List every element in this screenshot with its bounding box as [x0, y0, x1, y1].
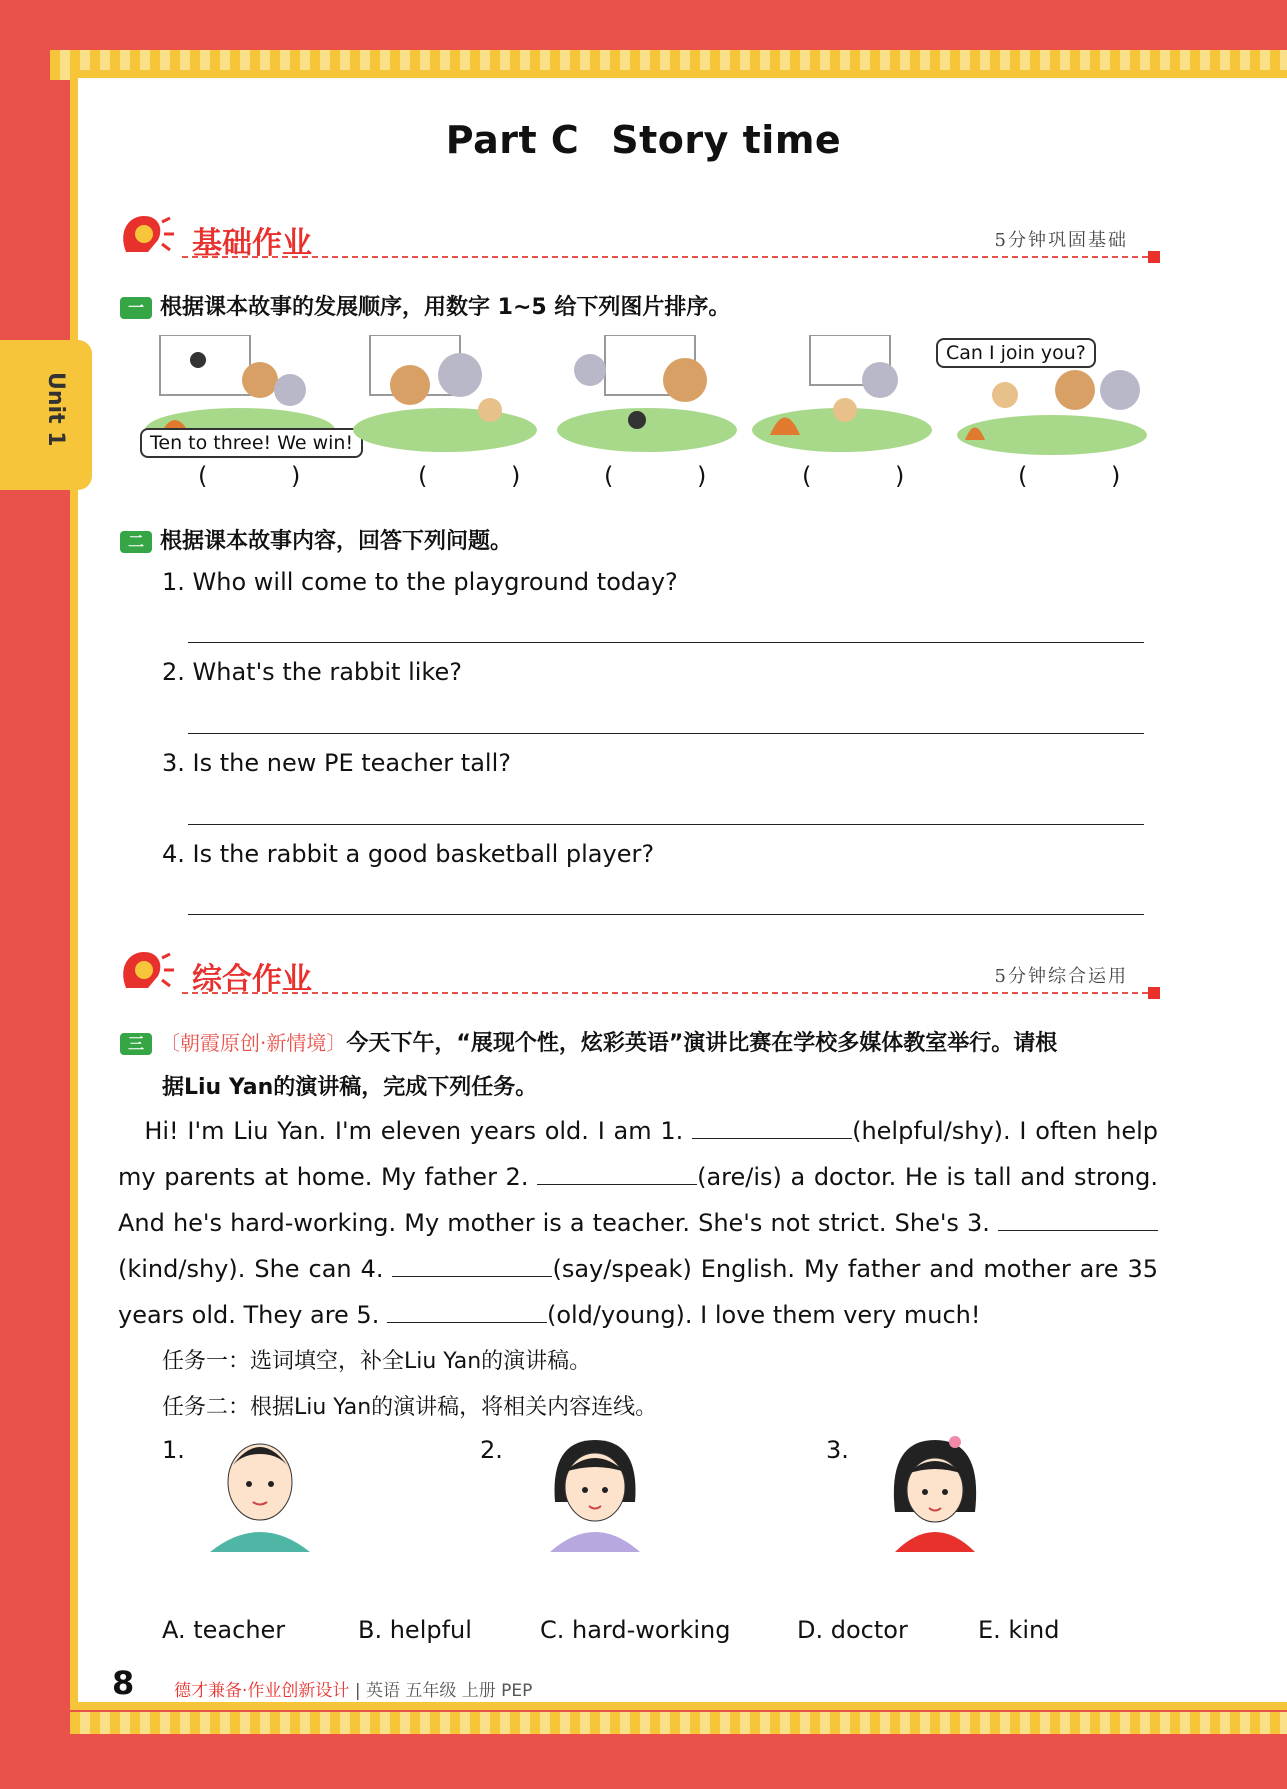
order-blank[interactable]: ( ) — [604, 462, 745, 490]
question-origin-tag: 〔朝霞原创·新情境〕 — [160, 1031, 347, 1055]
portrait-woman — [540, 1432, 650, 1552]
dashed-divider — [182, 256, 1158, 258]
question-instruction: 今天下午，“展现个性，炫彩英语”演讲比赛在学校多媒体教室举行。请根 — [346, 1031, 1058, 1056]
page-number: 8 — [112, 1664, 135, 1702]
speech-bubble: Ten to three! We win! — [140, 428, 363, 458]
passage-text: (are/is) a doctor. He is tall and strong. And he's hard-working. My mother is a teacher. She's not strict. She's 3. — [118, 1163, 1158, 1237]
story-picture-2 — [350, 335, 540, 455]
dashed-divider — [182, 992, 1158, 994]
order-blank[interactable]: ( ) — [1018, 462, 1159, 490]
question-3-header — [120, 1026, 1160, 1057]
passage-text: (old/young). I love them very much! — [546, 1301, 981, 1329]
match-option[interactable]: D. doctor — [797, 1616, 908, 1644]
section-note: 5分钟巩固基础 — [994, 230, 1128, 251]
divider-end-marker — [1148, 251, 1160, 263]
portrait-number: 2. — [480, 1436, 503, 1464]
unit-tab-label: Unit 1 — [43, 372, 68, 447]
divider-end-marker — [1148, 987, 1160, 999]
passage-text: (kind/shy). She can 4. — [118, 1255, 384, 1283]
section-title: 综合作业 — [192, 962, 312, 997]
match-option[interactable]: A. teacher — [162, 1616, 286, 1644]
title-name: Story time — [611, 118, 842, 162]
match-option[interactable]: C. hard-working — [540, 1616, 731, 1644]
footer-brand: 德才兼备·作业创新设计 — [174, 1681, 350, 1701]
fill-blank-2[interactable] — [537, 1158, 697, 1185]
order-blank[interactable]: ( ) — [198, 462, 339, 490]
answer-line[interactable] — [188, 733, 1144, 734]
portrait-boy — [205, 1432, 315, 1552]
section-header-basic — [118, 212, 1158, 262]
passage-text: Hi! I'm Liu Yan. I'm eleven years old. I am 1. — [144, 1117, 684, 1145]
answer-line[interactable] — [188, 914, 1144, 915]
match-option[interactable]: B. helpful — [358, 1616, 472, 1644]
lightbulb-icon — [118, 948, 174, 996]
portrait-girl — [880, 1432, 990, 1552]
section-title: 基础作业 — [192, 226, 312, 261]
unit-tab — [0, 340, 92, 490]
task-2: 任务二：根据Liu Yan的演讲稿，将相关内容连线。 — [162, 1395, 658, 1420]
footer-grade: 五年级 — [405, 1681, 457, 1701]
question-badge: 二 — [120, 531, 152, 553]
footer-subject: 英语 — [365, 1681, 400, 1701]
question-1-header — [120, 290, 730, 321]
bottom-border — [70, 1712, 1287, 1734]
question-badge: 一 — [120, 297, 152, 319]
passage-text: (say/speak) English. My father and mother are 35 years old. They are 5. — [118, 1255, 1158, 1329]
speech-passage — [118, 1108, 1158, 1338]
fill-blank-4[interactable] — [392, 1250, 552, 1277]
answer-line[interactable] — [188, 642, 1144, 643]
question-instruction: 根据课本故事的发展顺序，用数字 1~5 给下列图片排序。 — [160, 295, 731, 320]
section-header-comprehensive — [118, 948, 1158, 998]
order-blank[interactable]: ( ) — [802, 462, 943, 490]
question-item: 3. Is the new PE teacher tall? — [162, 749, 511, 777]
passage-text: (helpful/shy). I often help my parents at home. My father 2. — [118, 1117, 1159, 1191]
lightbulb-icon — [118, 212, 174, 260]
story-picture-4 — [750, 335, 935, 455]
portrait-number: 3. — [826, 1436, 849, 1464]
question-item: 2. What's the rabbit like? — [162, 658, 462, 686]
question-instruction-cont: 据Liu Yan的演讲稿，完成下列任务。 — [162, 1075, 538, 1100]
fill-blank-1[interactable] — [692, 1112, 852, 1139]
question-item: 4. Is the rabbit a good basketball player? — [162, 840, 655, 868]
story-picture-3 — [555, 335, 740, 455]
order-blank[interactable]: ( ) — [418, 462, 559, 490]
question-2-header — [120, 524, 512, 555]
answer-line[interactable] — [188, 824, 1144, 825]
footer-edition: PEP — [501, 1681, 533, 1701]
footer-term: 上册 — [461, 1681, 496, 1701]
task-1: 任务一：选词填空，补全Liu Yan的演讲稿。 — [162, 1349, 592, 1374]
title-part: Part C — [445, 118, 580, 162]
section-note: 5分钟综合运用 — [994, 966, 1128, 987]
fill-blank-5[interactable] — [387, 1296, 547, 1323]
match-option[interactable]: E. kind — [978, 1616, 1060, 1644]
question-badge: 三 — [120, 1033, 152, 1055]
speech-bubble: Can I join you? — [936, 338, 1096, 368]
question-item: 1. Who will come to the playground today? — [162, 568, 678, 596]
portrait-number: 1. — [162, 1436, 185, 1464]
footer-credit: 德才兼备·作业创新设计 | 英语 五年级 上册 PEP — [174, 1681, 533, 1701]
question-instruction: 根据课本故事内容，回答下列问题。 — [160, 529, 513, 554]
page-title — [0, 118, 1287, 162]
fill-blank-3[interactable] — [998, 1204, 1158, 1231]
